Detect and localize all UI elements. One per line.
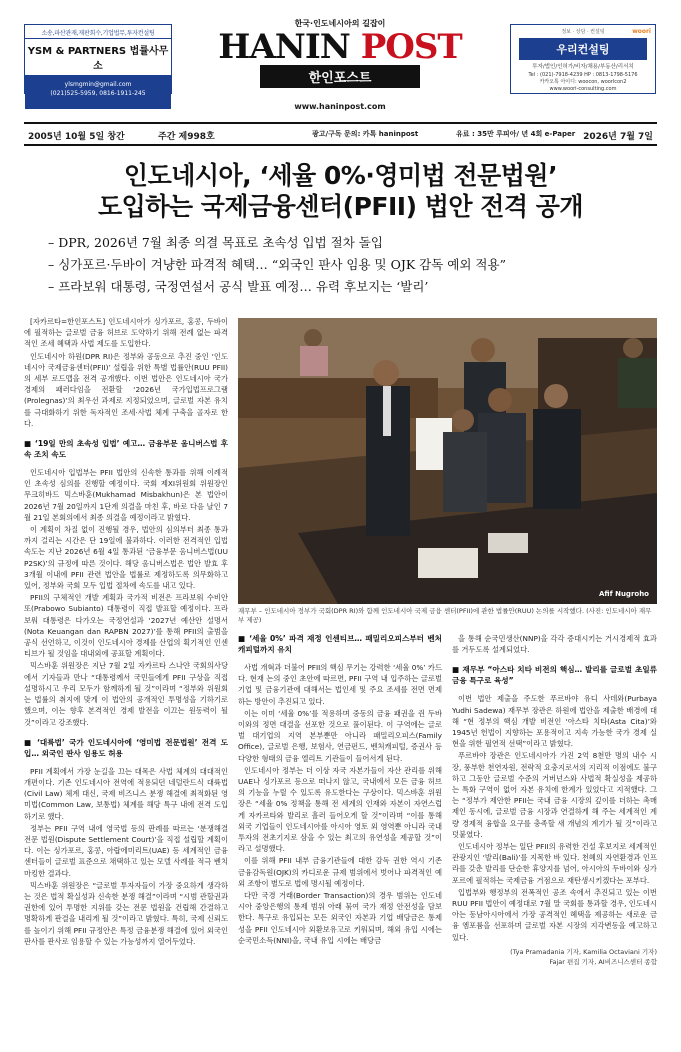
byline	[452, 947, 657, 967]
section-heading: ■ ‘대륙법’ 국가 인도네시아에 ‘영미법 전문법원’ 전격 도입… 외국인 판사 임용도 허용	[24, 737, 228, 758]
paragraph: 믹스바훈 위원장은 지난 7월 2일 자카르타 스나얀 국회의사당에서 기자들과 만나 “대통령께서 국민들에게 PFII 구상을 직접 설명하시고 우리 모두가 함께하게 될 것”이라며 “정부와 위원회는 법률의 취지에 맞게 이 법안의 공개적인 투명성을 기하기로 했으며, 이는 향후 본격적인 경제 발전을 이끄는 원동력이 될 것”이라고 강조했다.	[24, 661, 228, 727]
section-heading: ■ ‘세율 0%’ 파격 재정 인센티브… 패밀리오피스부터 벤처캐피털까지 유치	[238, 634, 442, 654]
ad-email: ylsmgmin@gmail.com	[64, 81, 132, 88]
paragraph: 이는 이미 ‘세율 0%’를 적용하며 중동의 금융 패권을 쥔 두바이와의 정면 대결을 선포한 것으로 풀이된다. 이 구역에는 글로벌 대기업의 지역 본부뿐만 아니라 패밀리오피스(Family Office), 글로벌 은행, 보험사, 연금펀드, 벤처캐피털, 증권사 등 다양한 형태의 금융 엘리트 기관들이 들어서게 된다.	[238, 708, 442, 763]
ad-company-name: 우리컨설팅	[519, 38, 647, 60]
ad-tagline: 정보 · 상담 · 컨설팅	[561, 29, 605, 35]
paragraph: 이번 법안 제출을 주도한 푸르바야 유디 사데와(Purbaya Yudhi Sadewa) 재무부 장관은 하원에 법안을 제출한 배경에 대해 “현 정부의 핵심 개발 비전인 ‘아스타 치타(Asta Cita)’와 1945년 헌법이 지향하는 포용적이고 지속 가능한 국가 경제 실현을 위한 필연적 선택”이라고 밝혔다.	[452, 694, 657, 749]
article-column-2	[238, 633, 442, 1033]
section-heading: ■ ‘19일 만의 초속성 입법’ 예고… 금융부문 옴니버스법 후속 조치 속도	[24, 439, 228, 460]
article-column-1	[24, 316, 228, 1032]
article-column-3	[452, 633, 657, 1033]
photo-credit: Afif Nugroho	[599, 590, 649, 598]
ad-phone: (021)525-5959, 0816-1911-245	[50, 90, 146, 97]
subhead: – DPR, 2026년 7월 최종 의결 목표로 초속성 입법 절차 돌입	[48, 235, 383, 250]
site-url-link[interactable]: www.haninpost.com	[294, 102, 386, 111]
paragraph: 입법부와 행정부의 전폭적인 공조 속에서 추진되고 있는 이번 RUU PFII 법안이 예정대로 7월 말 국회를 통과할 경우, 인도네시아는 동남아시아에서 가장 공격적인 혜택을 제공하는 새로운 금융 엠포륨을 선포하며 글로벌 자본 시장의 지각변동을 예고하고 있다.	[452, 887, 657, 942]
ad-inquiry: 광고/구독 문의: 카톡 haninpost	[312, 130, 419, 138]
masthead-korean-name: 한인포스트	[260, 65, 420, 88]
byline-editor: Fajar 편집 기자, AI비즈니스센터 종합	[549, 957, 657, 966]
ad-phone: Tel : (021)-7918-4239 HP : 0813-1798-5176	[528, 72, 638, 78]
subhead: – 프라보워 대통령, 국정연설서 공식 발표 예정… 유력 후보지는 ‘발리’	[48, 279, 429, 294]
parliament-meeting-photo	[238, 318, 657, 604]
article-subheads	[48, 232, 648, 298]
established-date: 2005년 10월 5일 창간	[28, 132, 125, 142]
photo-caption: 재무부 – 인도네시아 정부가 국회(DPR RI)와 함께 인도네시아 국제 금융 센터(PFII)에 관한 법률안(RUU) 논의를 시작했다. (사진: 인도네시아 재무부 제공)	[238, 607, 652, 624]
issue-number: 주간 제998호	[158, 132, 215, 142]
masthead-title-post: POST	[360, 27, 462, 67]
paragraph: 사법 개혁과 더불어 PFII의 핵심 무기는 강력한 ‘세율 0%’ 카드다. 현재 논의 중인 초안에 따르면, PFII 구역 내 입주하는 글로벌 기업 및 금융기관에 대해서는 법인세 및 주요 조세를 전면 면제하는 방안이 추진되고 있다.	[238, 663, 442, 706]
woori-logo-icon: woori	[632, 28, 651, 35]
paragraph: 정부는 PFII 구역 내에 영국법 등의 판례를 따르는 ‘분쟁해결 전문 법원(Dispute Settlement Court)’을 직접 설립할 계획이다. 이는 싱가포르, 홍콩, 아랍에미리트(UAE) 등 세계적인 금융센터들이 글로벌 표준으로 채택하고 있는 모델 사례를 적극 벤치마킹한 결과다.	[24, 823, 228, 878]
paragraph: [자카르타=한인포스트] 인도네시아가 싱가포르, 홍콩, 두바이에 필적하는 글로벌 금융 허브로 도약하기 위해 전례 없는 파격적인 조세 혜택과 사법 제도를 도입한다.	[24, 317, 228, 349]
headline-line-1: 인도네시아, ‘세율 0%·영미법 전문법원’	[123, 161, 558, 190]
paragraph: 을 통해 순국민생산(NNP)을 각각 증대시키는 거시경제적 효과를 거두도록 설계되었다.	[452, 634, 657, 655]
ad-contact-block	[25, 76, 171, 109]
section-heading: ■ 재무부 “아스타 치타 비전의 핵심… 발리를 글로벌 초일류 금융 특구로 육성”	[452, 665, 657, 686]
ad-firm-name: YSM & PARTNERS 법률사무소	[25, 38, 171, 76]
woori-consulting-ad[interactable]	[510, 24, 656, 94]
paragraph: 인도네시아 정부는 일단 PFII의 유력한 건설 후보지로 세계적인 관광지인 ‘발리(Bali)’를 지목한 바 있다. 천혜의 자연환경과 인프라를 갖춘 발리를 단순한 휴양지를 넘어, 아시아의 두바이와 싱가포르에 필적하는 국제금융 거점으로 재탄생시키겠다는 포부다.	[452, 842, 657, 885]
ad-contact	[511, 70, 655, 92]
paragraph: PFII 계획에서 가장 눈길을 끄는 대목은 사법 체계의 대대적인 개편이다. 기존 인도네시아 전역에 적용되던 네덜란드식 대륙법(Civil Law) 체계 대신, 국제 비즈니스 분쟁 해결에 최적화된 영미법(Common Law, 보통법) 체계를 해당 특구 내에 전격 도입하기로 했다.	[24, 766, 228, 821]
byline-reporters: (Tya Pramadania 기자, Kamilia Octaviani 기자)	[510, 947, 657, 956]
masthead	[215, 18, 465, 111]
masthead-subtitle: 한국·인도네시아의 길잡이	[294, 19, 386, 28]
dateline-bar	[24, 122, 657, 146]
article-photo[interactable]	[238, 318, 657, 604]
ad-services: 투자/법인/인허가/비자/채용/부동산/리서치	[532, 64, 634, 70]
paragraph: 이를 위해 PFII 내부 금융기관들에 대한 감독 권한 역시 기존 금융감독원(OJK)의 카디로운 규제 범위에서 벗어나 파격적인 예외 조항이 별도로 법에 명시될 예정이다.	[238, 856, 442, 888]
paragraph: PFII의 구체적인 개발 계획과 국가적 비전은 프라보워 수비안또(Prabowo Subianto) 대통령이 직접 발표할 예정이다. 프라보워 대통령은 다가오는 국정연설과 ‘2027년 예산안 설명서(Nota Keuangan dan RAPBN 2027)’를 통해 PFII의 출범을 공식 선언하고, 이것이 인도네시아 경제를 산업의 획기적인 인센티브가 될 것임을 대내외에 공표할 계획이다.	[24, 593, 228, 659]
ad-web: www.woori-consulting.com	[549, 85, 617, 92]
subhead: – 싱가포르·두바이 겨냥한 파격적 혜택… “외국인 판사 임용 및 OJK 감독 예외 적용”	[48, 257, 506, 272]
publication-date: 2026년 7월 7일	[583, 132, 653, 142]
masthead-title-hanin: HANIN	[218, 27, 350, 67]
headline-line-2: 도입하는 국제금융센터(PFII) 법안 전격 공개	[97, 192, 584, 221]
paragraph: 인도네시아 정부는 더 이상 자국 자본가들이 자산 관리를 위해 UAE나 싱가포르 등으로 떠나지 않고, 국내에서 모든 금융 허브의 기능을 누릴 수 있도록 유도한다는 구상이다. 믹스바훈 위원장은 “세율 0% 정책을 통해 전 세계의 인재와 자본이 자연스럽게 자카르타와 발리로 흘러 들어오게 할 것”이라며 “이를 통해 외국 기업들이 인도네시아를 아시아 영토 외 영역뿐 아니라 국내 투자의 전초기지로 삼을 수 있는 최고의 유연성을 제공할 것”이라고 설명했다.	[238, 765, 442, 854]
subscription-price: 유료 : 35만 루피아/ 년 4회 e-Paper	[456, 130, 576, 138]
ad-kakao: 카카오톡 아이디: woocon, woorlcon2	[539, 78, 627, 85]
paragraph: 인도네시아 하원(DPR RI)은 정부와 공동으로 추진 중인 ‘인도네시아 국제금융센터(PFII)’ 설립을 위한 특별 법률안(RUU PFII)의 세부 로드맵을 전격 공개했다. 이번 법안은 인도네시아 국가 경제의 패러다임을 전환할 ‘2026년 국가입법프로그램(Prolegnas)’의 최우선 과제로 지정되었으며, 글로벌 자본 유치를 극대화하기 위한 독자적인 조세·사법 체계 구축을 골자로 한다.	[24, 351, 228, 428]
paragraph: 다만 국경 거래(Border Transaction)의 경우 범위는 인도네시아 중앙은행의 통제 범위 아래 묶여 국가 재정 안전성을 담보한다. 특구로 유입되는 모든 외국인 자본과 기업 배당금은 통제성을 PFII 인도네시아 외환보유고로 키워되며, 해외 유입 시에는 순국민소득(NNI)을, 국내 유입 시에는 배당금	[238, 891, 442, 945]
paragraph: 믹스바훈 위원장은 “글로벌 투자자들이 가장 중요하게 생각하는 것은 법적 확실성과 신속한 분쟁 해결”이라며 “시범 관할권과 권한에 있어 투명한 지위를 갖는 전문 법원을 건립해 간결하고 명확하게 판결을 내리게 될 것”이라고 밝혔다. 특히, 국제 신뢰도를 높이기 위해 PFII 규정안은 특정 금융분쟁 해결에 있어 외국인 판사를 판사로 임용할 수 있는 가능성까지 열어두었다.	[24, 880, 228, 946]
ad-services-text: 소송,파산관재,재판회수,기업법무,투자컨설팅	[25, 25, 171, 38]
paragraph: 인도네시아 입법부는 PFII 법안의 신속한 통과를 위해 이례적인 초속성 심의를 진행할 예정이다. 국회 제XI위원회 위원장인 무크히바드 믹스바훈(Mukhamad Misbakhun)은 본 법안이 2026년 7월 20일까지 1단계 의결을 마친 후, 바로 다음 날인 7월 21일 본회의에서 최종 의결을 예정이라고 밝혔다.	[24, 468, 228, 522]
paragraph: 푸르바야 장관은 인도네시아가 가진 2억 8천만 명의 내수 시장, 풍부한 천연자원, 전략적 요충지로서의 지리적 이점에도 불구하고 그동안 글로벌 수준의 거버넌스와 사법적 확실성을 제공하는 특화 구역이 없어 자본 유치에 한계가 있었다고 지적했다. 그는 “정부가 제안한 PFII는 국내 금융 시장의 깊이를 더하는 촉매제인 동시에, 글로벌 금융 시장과 연결하게 해 주는 세계적인 계량 경제적 융합을 요구를 충족할 새 개념의 계기가 될 것”이라고 덧붙였다.	[452, 751, 657, 839]
masthead-logo[interactable]	[215, 27, 465, 67]
article-headline	[24, 160, 657, 222]
ysm-partners-ad[interactable]	[24, 24, 172, 97]
paragraph: 이 계획이 차질 없이 진행될 경우, 법안의 심의부터 최종 통과까지 걸리는 시간은 단 19일에 불과하다. 이러한 전격적인 입법 속도는 지난 2026년 6월 4일 통과된 ‘금융부문 옴니버스법(UU P2SK)’의 규정에 따른 것이다. 해당 옴니버스법은 법안 발효 후 3개월 이내에 PFII 관련 법안을 법률로 제정하도록 의무화하고 있어, 정부와 국회 모두 입법 절차에 속도를 내고 있다.	[24, 525, 228, 591]
